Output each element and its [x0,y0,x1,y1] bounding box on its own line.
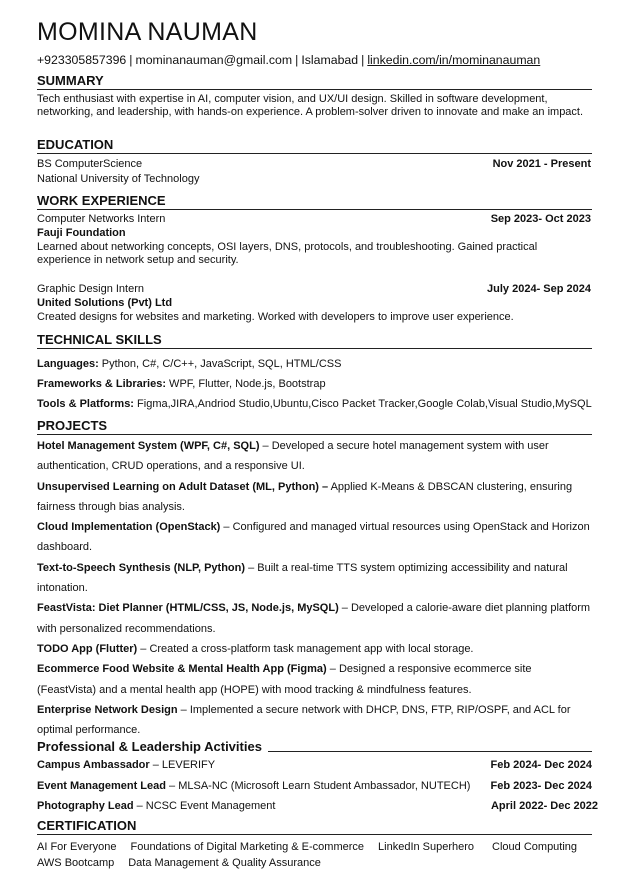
project-name: Text-to-Speech Synthesis (NLP, Python) [37,561,246,574]
project-name: FeastVista: Diet Planner (HTML/CSS, JS, Node.js, MySQL) [37,602,339,615]
activities-section [37,740,598,817]
job-description: Learned about networking concepts, OSI layers, DNS, protocols, and troubleshooting. Gained practical experience in network setup and security. [37,241,538,266]
location: Islamabad [301,53,359,67]
certification-row [37,855,592,871]
certification-item: Foundations of Digital Marketing & E-commerce [130,841,365,853]
project-item [37,477,592,518]
work-experience-section [37,194,592,324]
activity-item [37,776,598,797]
project-name: Cloud Implementation (OpenStack) [37,521,221,534]
phone-number: +923305857396 [37,53,127,67]
job-dates: Sep 2023- Oct 2023 [490,213,591,225]
certification-item: Cloud Computing [492,841,578,853]
contact-line [37,53,540,68]
certification-heading: CERTIFICATION [37,819,592,835]
activities-heading [37,740,592,755]
skill-value: Figma,JIRA,Andriod Studio,Ubuntu,Cisco Packet Tracker,Google Colab,Visual Studio,MySQL [133,398,592,410]
job-role: Graphic Design Intern [37,283,144,295]
separator: | [129,53,133,67]
summary-heading: SUMMARY [37,74,592,90]
email-address[interactable]: mominanauman@gmail.com [135,53,293,67]
projects-heading: PROJECTS [37,419,592,435]
linkedin-link[interactable]: linkedin.com/in/mominanauman [367,53,541,67]
job-role: Computer Networks Intern [37,213,166,225]
activity-role: Campus Ambassador [37,759,150,771]
certification-item: LinkedIn Superhero [378,841,475,853]
project-desc: – Configured and managed virtual resources using OpenStack and Horizon dashboard. [37,521,590,554]
project-item [37,436,592,477]
project-item [37,558,592,599]
education-row [37,157,592,171]
project-item [37,517,592,558]
activities-heading-text: Professional & Leadership Activities [37,739,262,754]
job-company: Fauji Foundation [37,227,126,239]
project-desc: – Developed a calorie-aware diet planning platform with personalized recommendations. [37,602,591,635]
education-section [37,138,592,186]
degree: BS ComputerScience [37,158,143,170]
project-desc: – Implemented a secure network with DHCP, DNS, FTP, RIP/OSPF, and ACL for optimal performance. [37,703,571,737]
project-name: Enterprise Network Design [37,703,178,716]
project-desc: – Designed a responsive ecommerce site (FeastVista) and a mental health app (HOPE) with mood tracking & mindfulness features. [37,663,532,696]
project-desc: – Built a real-time TTS system optimizing accessibility and natural intonation. [37,561,568,595]
activity-role: Photography Lead [37,800,134,812]
activity-item [37,755,598,776]
separator: | [361,53,365,67]
heading-rule [268,751,592,752]
project-name: TODO App (Flutter) [37,642,138,655]
activity-dates: April 2022- Dec 2022 [490,800,598,812]
activity-role: Event Management Lead [37,779,166,792]
project-name: Hotel Management System (WPF, C#, SQL) [37,440,260,452]
project-desc: – Created a cross-platform task management app with local storage. [137,642,474,655]
job-dates: July 2024- Sep 2024 [487,283,591,295]
project-name: Unsupervised Learning on Adult Dataset (ML, Python) – [37,480,329,493]
candidate-name: MOMINA NAUMAN [37,18,258,46]
separator: | [295,53,299,67]
job-row [37,282,592,296]
certification-row [37,839,592,855]
skill-line [37,377,592,391]
projects-section [37,419,592,740]
skill-line [37,397,592,411]
certification-item: Data Management & Quality Assurance [128,857,321,869]
certification-item: AWS Bootcamp [37,857,115,869]
work-experience-heading: WORK EXPERIENCE [37,194,592,210]
job-description: Created designs for websites and marketing. Worked with developers to improve user experience. [37,311,514,323]
skill-value: Python, C#, C/C++, JavaScript, SQL, HTML/CSS [98,358,342,370]
skill-line [37,357,592,371]
project-desc: – Developed a secure hotel management system with user authentication, CRUD operations, and a responsive UI. [37,440,549,473]
project-name: Ecommerce Food Website & Mental Health App (Figma) [37,663,327,676]
skill-label: Frameworks & Libraries: [37,378,166,390]
skill-value: WPF, Flutter, Node.js, Bootstrap [166,378,326,390]
activity-dates: Feb 2023- Dec 2024 [490,779,592,792]
technical-skills-section [37,333,592,411]
certification-section [37,819,592,871]
school: National University of Technology [37,173,200,185]
project-item [37,639,592,659]
summary-section [37,74,592,119]
project-item [37,700,592,741]
education-dates: Nov 2021 - Present [492,158,591,170]
activity-org: – MLSA-NC (Microsoft Learn Student Ambassador, NUTECH) [165,779,471,792]
education-heading: EDUCATION [37,138,592,154]
activity-org: – NCSC Event Management [133,800,276,812]
activity-org: – LEVERIFY [149,759,216,771]
skill-label: Tools & Platforms: [37,398,134,410]
job-company: United Solutions (Pvt) Ltd [37,297,173,309]
project-item [37,659,592,700]
activity-dates: Feb 2024- Dec 2024 [490,759,592,771]
skill-label: Languages: [37,358,99,370]
certification-item: AI For Everyone [37,841,117,853]
summary-text: Tech enthusiast with expertise in AI, computer vision, and UX/UI design. Skilled in software development, networking, and leadership, with hands-on experience. A problem-solver driven to innovate and make an impact. [37,93,584,118]
activity-item [37,796,598,817]
technical-skills-heading: TECHNICAL SKILLS [37,333,592,349]
project-item [37,598,592,639]
project-desc: Applied K-Means & DBSCAN clustering, ensuring fairness through bias analysis. [37,480,573,513]
job-row [37,212,592,226]
